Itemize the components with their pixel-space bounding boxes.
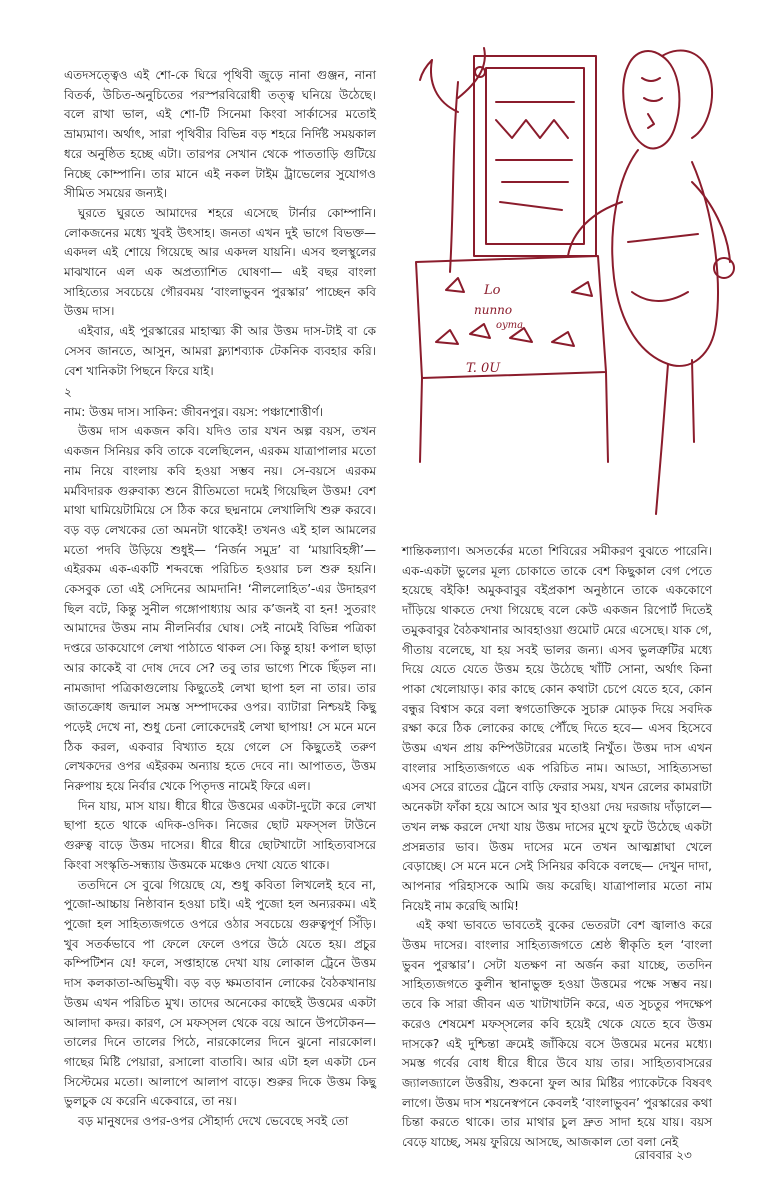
story-paragraph-3: দিন যায়, মাস যায়। ধীরে ধীরে উত্তমের একটা-দুটো করে লেখা ছাপা হতে থাকে এদিক-ওদিক। নিজের ছোট মফস্সল টাউনে গুরুত্ব বাড়ে উত্তম দাসের। ধীরে ধীরে ছোটখাটো সাহিত্যবাসরে কিংবা সংস্কৃতি-সন্ধ্যায় উত্তমকে মঞ্চেও দেখা যেতে থাকে। xyxy=(64,798,376,872)
table xyxy=(416,256,606,378)
figure-body xyxy=(612,150,718,366)
story-paragraph-6: শান্তিকল্যাণ। অসতর্কের মতো শিবিরের সমীকরণ বুঝতে পারেনি। এক-একটা ভুলের মূল্য চোকাতে তাকে বেশ কিছুকাল বেগ পেতে হয়েছে বইকি! অমুকবাবুর বইপ্রকাশ অনুষ্ঠানে তাকে এককোণে দাঁড়িয়ে থাকতে দেখা গিয়েছে বলে কেউ একজন রিপোর্ট দিতেই তমুকবাবুর বৈঠকখানার আবহাওয়া গুমোট মেরে এসেছে। যাক গে, গীতায় বলেছে, যা হয় সবই ভালর জন্য। এসব ভুলত্রুটির মধ্যে দিয়ে যেতে যেতে উত্তম হয়ে উঠেছে খাঁটি সোনা, অর্থাৎ কিনা পাকা খেলোয়াড়। কার কাছে কোন কথাটা চেপে যেতে হবে, কোন বন্ধুর বিশ্বাস করে বলা স্বগতোক্তিকে সুচারু মোড়ক দিয়ে সবদিক রক্ষা করে ঠিক লোকের কাছে পৌঁছে দিতে হবে— এসব হিসেবে উত্তম এখন প্রায় কম্পিউটারের মতোই নিখুঁত। উত্তম দাস এখন বাংলার সাহিত্যজগতে এক পরিচিত নাম। আড্ডা, সাহিত্যসভা এসব সেরে রাতের ট্রেনে বাড়ি ফেরার সময়, যখন রেলের কামরাটা অনেকটা ফাঁকা হয়ে আসে আর খুব হাওয়া দেয় দরজায় দাঁড়ালে— তখন লক্ষ করলে দেখা যায় উত্তম দাসের মুখে ফুটে উঠেছে একটা প্রসন্নতার ভাব। উত্তম দাসের মনে তখন আত্মশ্লাঘা খেলে বেড়াচ্ছে। সে মনে মনে সেই সিনিয়র কবিকে বলছে— দেখুন দাদা, আপনার পরিহাসকে আমি জয় করেছি। যাত্রাপালার মতো নাম নিয়েই নাম করেছি আমি! xyxy=(402,544,712,913)
plant-leaf-left xyxy=(431,60,458,112)
story-column-right xyxy=(402,542,712,1153)
artist-signature: T. 0U xyxy=(466,361,501,376)
story-paragraph-1: নাম: উত্তম দাস। সাকিন: জীবনপুর। বয়স: পঞ্চাশোত্তীর্ণ। xyxy=(64,404,324,419)
section-number: ২ xyxy=(64,385,72,399)
story-paragraph-5: বড় মানুষদের ওপর-ওপর সৌহার্দ্য দেখে ভেবেছে সবই তো xyxy=(78,1114,349,1129)
intro-paragraph-1: এতদসত্ত্বেও এই শো-কে ঘিরে পৃথিবী জুড়ে নানা গুঞ্জন, নানা বিতর্ক, উচিত-অনুচিতের পরস্পরবিরোধী তত্ত্ব ঘনিয়ে উঠেছে। বলে রাখা ভাল, এই শো-টি সিনেমা কিংবা সার্কাসের মতোই ভ্রাম্যমাণ। অর্থাৎ, সারা পৃথিবীর বিভিন্ন বড় শহরে নির্দিষ্ট সময়কাল ধরে অনুষ্ঠিত হচ্ছে এটা। তারপর সেখান থেকে পাততাড়ি গুটিয়ে নিচ্ছে কোম্পানি। তার মানে এই নকল টাইম ট্রাভেলের সুযোগও সীমিত সময়ের জন্যই। xyxy=(64,68,376,201)
board-text-3: oyma xyxy=(496,320,524,331)
page-footer: রোববার ২৩ xyxy=(634,1148,692,1162)
frame-outer xyxy=(474,56,596,256)
story-paragraph-4: ততদিনে সে বুঝে গিয়েছে যে, শুধু কবিতা লিখলেই হবে না, পুজো-আচ্চায় নিষ্ঠাবান হওয়া চাই। এই পুজো হল অন্যরকম। এই পুজো হল সাহিত্যজগতে ওপরে ওঠার সবচেয়ে গুরুত্বপূর্ণ সিঁড়ি। খুব সতর্কভাবে পা ফেলে ফেলে ওপরে উঠে যেতে হয়। প্রচুর কম্পিটিশন যে! ফলে, সপ্তাহান্তে দেখা যায় লোকাল ট্রেনে উত্তম দাস কলকাতা-অভিমুখী। বড় বড় ক্ষমতাবান লোকের বৈঠকখানায় উত্তম এখন পরিচিত মুখ। তাদের অনেকের কাছেই উত্তমের একটা আলাদা কদর। কারণ, সে মফস্সল থেকে বয়ে আনে উপঢৌকন— তালের দিনে তালের পিঠে, নারকোলের দিনে ঝুনো নারকোল। গাছের মিষ্টি পেয়ারা, রসালো বাতাবি। আর এটা হল একটা চেন সিস্টেমের মতো। আলাপে আলাপ বাড়ে। শুরুর দিকে উত্তম কিছু ভুলচুক যে করেনি একেবারে, তা নয়। xyxy=(64,877,376,1109)
ink-illustration xyxy=(392,42,747,532)
intro-column xyxy=(64,66,376,381)
story-paragraph-2: উত্তম দাস একজন কবি। যদিও তার যখন অল্প বয়স, তখন একজন সিনিয়র কবি তাকে বলেছিলেন, এরকম যাত্রাপালার মতো নাম নিয়ে বাংলায় কবি হওয়া সম্ভব নয়। সে-বয়সে এরকম মর্মবিদারক গুরুবাক্য শুনে রীতিমতো দমেই গিয়েছিল উত্তম! বেশ মাথা ঘামিয়েটামিয়ে সে ঠিক করে ছদ্মনামে লেখালিখি শুরু করবে। বড় বড় লেখকের তো অমনটা থাকেই! তখনও এই হাল আমলের মতো পদবি উড়িয়ে শুধুই— ‘নির্জন সমুদ্র’ বা ‘মায়াবিহঙ্গী’— এইরকম এক-একটি শব্দবন্ধে পরিচিত হওয়ার চল শুরু হয়নি। কেসবুক তো এই সেদিনের আমদানি! ‘নীললোহিত’-এর উদাহরণ ছিল বটে, কিন্তু সুনীল গঙ্গোপাধ্যায় আর ক’জনই বা হন! সুতরাং আমাদের উত্তম নাম নীলনির্বার ঘোষ। সেই নামেই বিভিন্ন পত্রিকা দপ্তরে ডাকযোগে লেখা পাঠাতে থাকল সে। কিন্তু হায়! কপাল ছাড়া আর কাকেই বা দোষ দেবে সে? তবু তার ভাগ্যে শিকে ছিঁড়ল না। নামজাদা পত্রিকাগুলোয় কিছুতেই লেখা ছাপা হল না তার। তার জাতক্রোধ জন্মাল সমস্ত সম্পাদকের ওপর। ব্যাটারা নিশ্চয়ই কিছু পড়েই দেখে না, শুধু চেনা লোকেদেরই লেখা ছাপায়! সে মনে মনে ঠিক করল, একবার বিখ্যাত হয়ে গেলে সে কিছুতেই তরুণ লেখকদের ওপর এইরকম অন্যায় হতে দেবে না। আপাতত, উত্তম নিরুপায় হয়ে নির্বার খেকে পিতৃদত্ত নামেই ফিরে এল। xyxy=(64,424,376,794)
frame-inner xyxy=(486,68,584,244)
figure-head xyxy=(623,51,679,148)
board-text-2: nunno xyxy=(474,303,513,317)
board-text-1: Lo xyxy=(484,283,501,298)
intro-paragraph-3: এইবার, এই পুরস্কারের মাহাত্ম্য কী আর উত্তম দাস-টাই বা কে সেসব জানতে, আসুন, আমরা ফ্ল্যাশব্যাক টেকনিক ব্যবহার করি। বেশ খানিকটা পিছনে ফিরে যাই। xyxy=(64,324,376,378)
story-paragraph-7: এই কথা ভাবতে ভাবতেই বুকের ভেতরটা বেশ জ্বালাও করে উত্তম দাসের। বাংলার সাহিত্যজগতে শ্রেষ্ঠ স্বীকৃতি হল ‘বাংলা ভুবন পুরস্কার’। সেটা যতক্ষণ না অর্জন করা যাচ্ছে, ততদিন সাহিত্যজগতে কুলীন স্থানাভুক্ত হওয়া উত্তমের পক্ষে সম্ভব নয়। তবে কি সারা জীবন এত খাটাখাটনি করে, এত সুচতুর পদক্ষেপ করেও শেষমেশ মফস্সলের কবি হয়েই থেকে যেতে হবে উত্তম দাসকে? এই দুশ্চিন্তা ক্রমেই জাঁকিয়ে বসে উত্তমের মনের মধ্যে। সমস্ত গর্বের বোধ ধীরে ধীরে উবে যায় তার। সাহিত্যবাসরের জ্যালজ্যালে উত্তরীয়, শুকনো ফুল আর মিষ্টির প্যাকেটকে বিষবৎ লাগে। উত্তম দাস শয়নেস্বপনে কেবলই ‘বাংলাভুবন’ পুরস্কারের কথা চিন্তা করতে থাকে। তার মাথার চুল দ্রুত সাদা হয়ে যায়। বয়স বেড়ে যাচ্ছে, সময় ফুরিয়ে আসছে, আজকাল তো বলা নেই xyxy=(402,918,712,1150)
story-column-left xyxy=(64,383,376,1132)
intro-paragraph-2: ঘুরতে ঘুরতে আমাদের শহরে এসেছে টার্নার কোম্পানি। লোকজনের মধ্যে খুবই উৎসাহ। জনতা এখন দুই ভাগে বিভক্ত— একদল এই শোয়ে গিয়েছে আর একদল যায়নি। এসব হুলস্থুলের মাঝখানে এল এক অপ্রত্যাশিত ঘোষণা— এই বছর বাংলা সাহিত্যের সবচেয়ে গৌরবময় ‘বাংলাভুবন পুরস্কার’ পাচ্ছেন কবি উত্তম দাস। xyxy=(64,205,376,319)
